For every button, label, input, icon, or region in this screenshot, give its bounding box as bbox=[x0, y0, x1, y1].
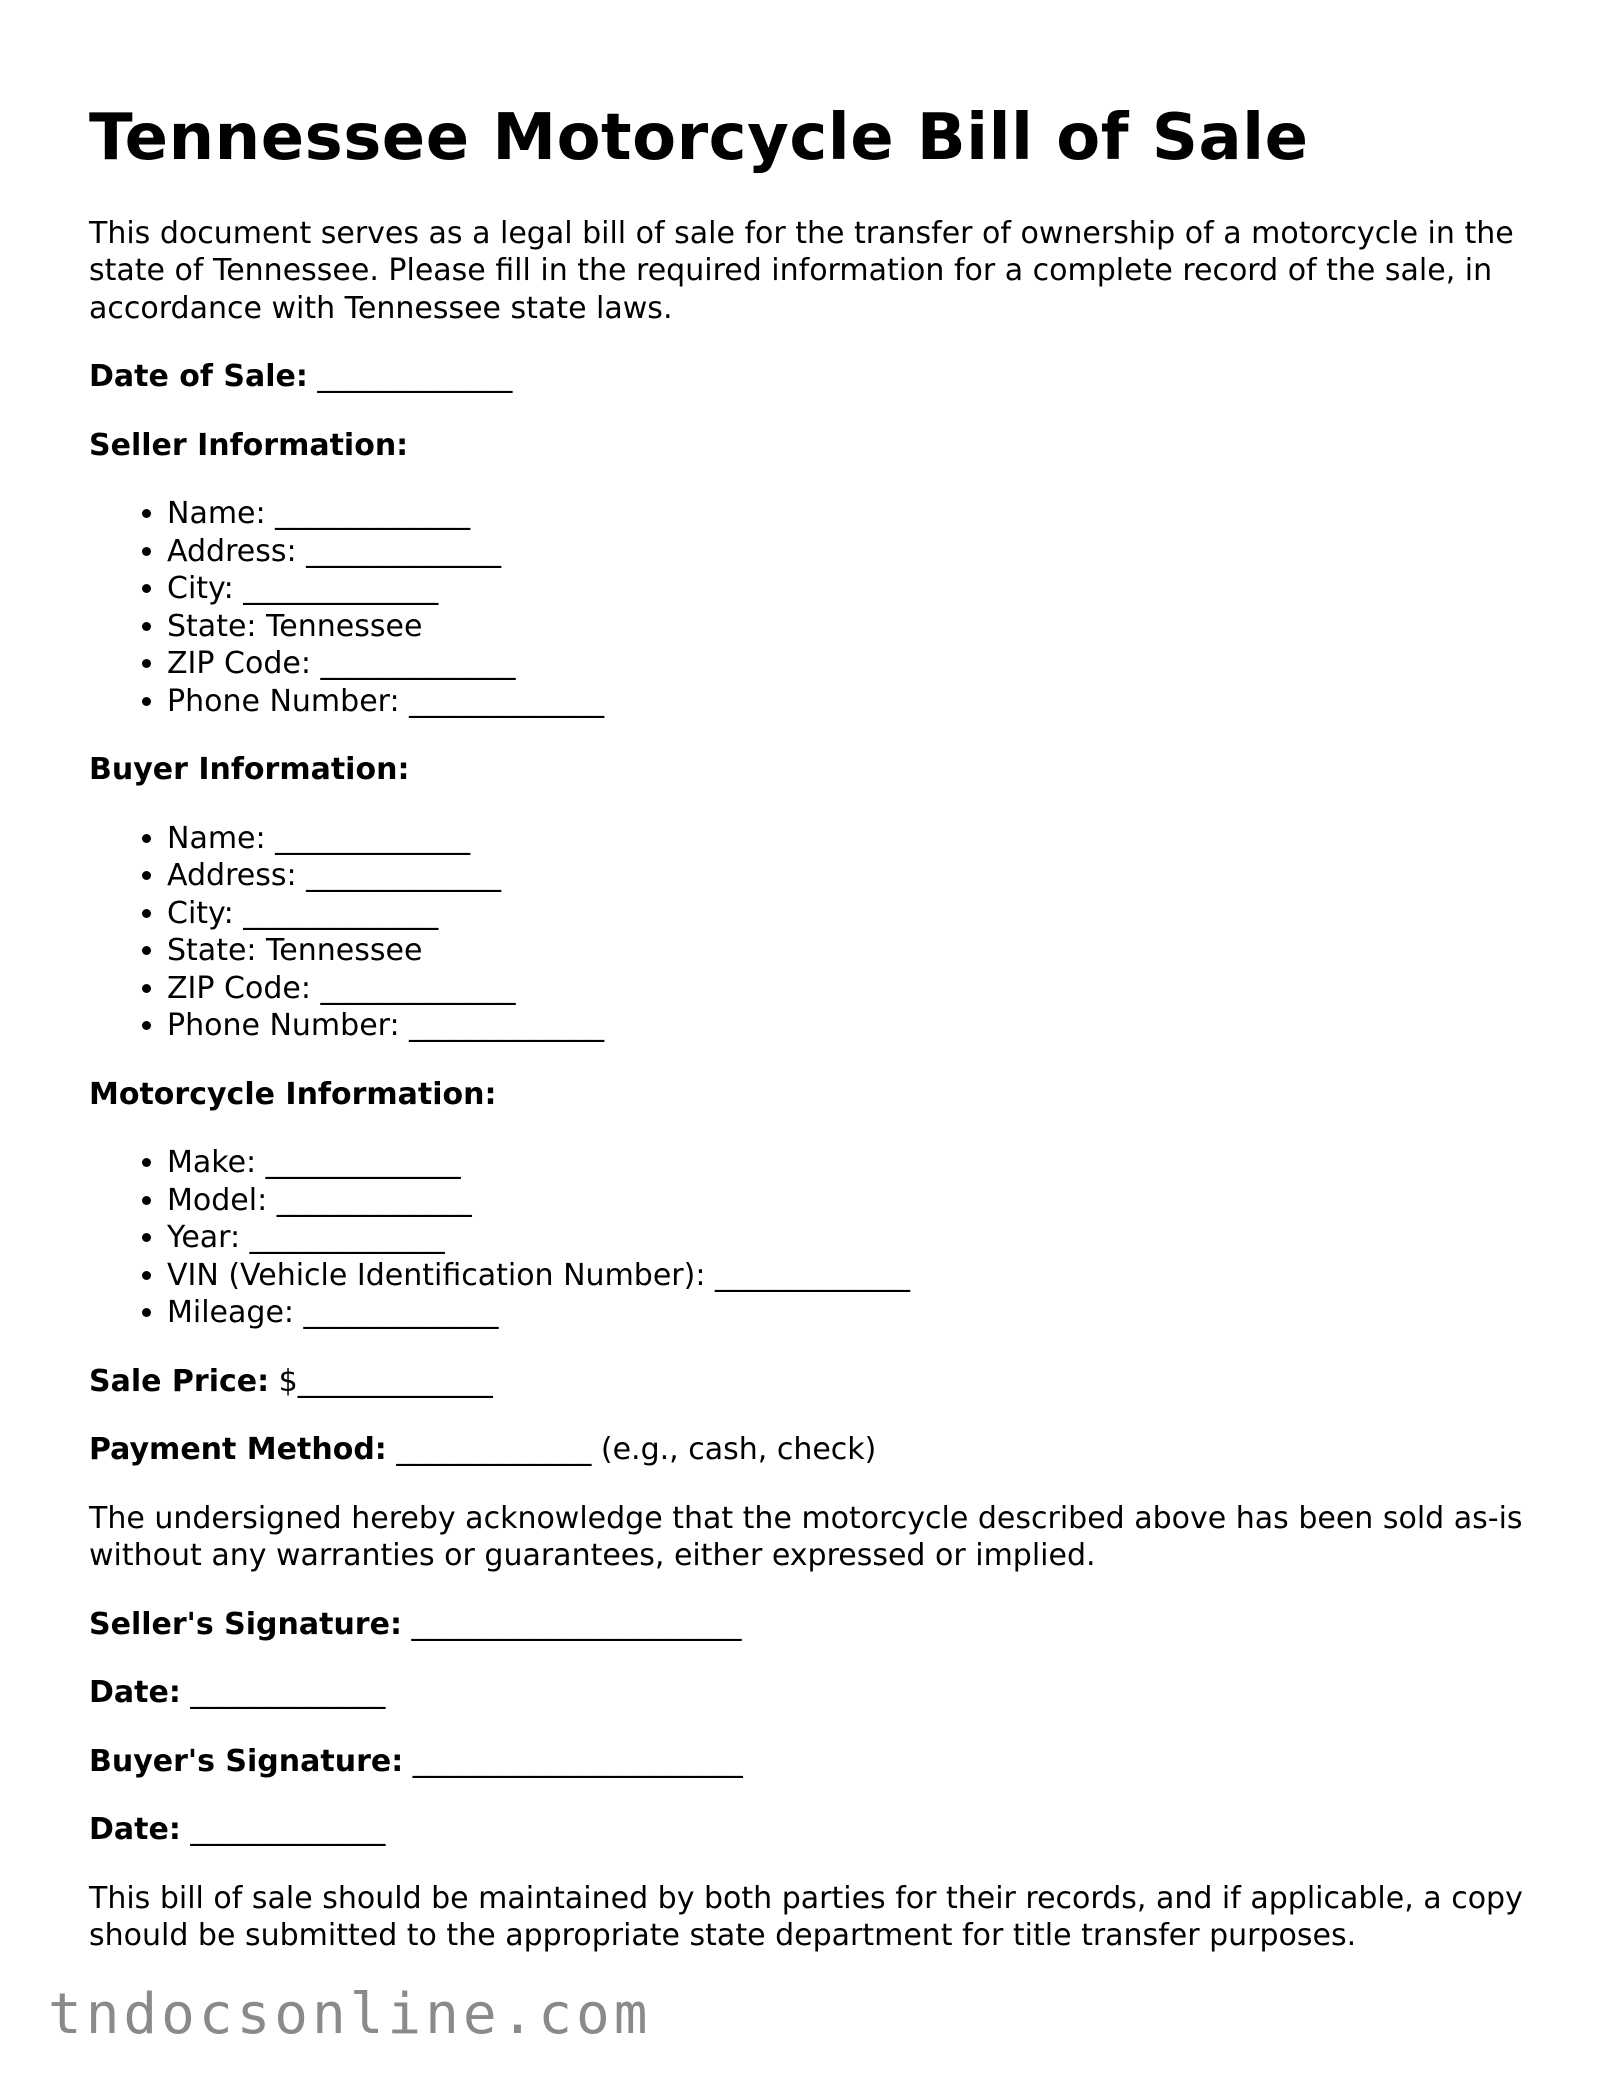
seller-signature-field bbox=[89, 1606, 1549, 1644]
motorcycle-vin-item: • VIN (Vehicle Identification Number): _____________ bbox=[167, 1257, 1549, 1295]
seller-state-item: • State: Tennessee bbox=[167, 608, 1549, 646]
payment-method-label: Payment Method: bbox=[89, 1432, 387, 1468]
watermark-text: tndocsonline.com bbox=[48, 1982, 652, 2047]
buyer-info-list bbox=[89, 820, 1549, 1045]
seller-city-item: • City: _____________ bbox=[167, 570, 1549, 608]
seller-signature-blank: ______________________ bbox=[411, 1606, 742, 1642]
acknowledgment-paragraph: The undersigned hereby acknowledge that the motorcycle described above has been sold as-is without any warranties or guarantees, either expressed or implied. bbox=[89, 1500, 1523, 1574]
motorcycle-make-item: • Make: _____________ bbox=[167, 1144, 1549, 1182]
seller-phone-item: • Phone Number: _____________ bbox=[167, 683, 1549, 721]
buyer-name-item: • Name: _____________ bbox=[167, 820, 1549, 858]
document-page bbox=[89, 100, 1549, 1986]
payment-method-field bbox=[89, 1431, 1549, 1469]
motorcycle-info-list bbox=[89, 1144, 1549, 1332]
intro-paragraph: This document serves as a legal bill of sale for the transfer of ownership of a motorcycle in the state of Tennessee. Please fill in the required information for a complete record of the sale, in accordance with Tennessee state laws. bbox=[89, 215, 1514, 326]
buyer-info-heading: Buyer Information: bbox=[89, 752, 410, 788]
buyer-date-field bbox=[89, 1811, 1549, 1849]
motorcycle-mileage-item: • Mileage: _____________ bbox=[167, 1294, 1549, 1332]
date-of-sale-field bbox=[89, 358, 1549, 396]
buyer-signature-field bbox=[89, 1743, 1549, 1781]
seller-info-list bbox=[89, 495, 1549, 720]
sale-price-field bbox=[89, 1363, 1549, 1401]
buyer-state-item: • State: Tennessee bbox=[167, 932, 1549, 970]
buyer-signature-label: Buyer's Signature: bbox=[89, 1743, 404, 1779]
buyer-signature-blank: ______________________ bbox=[412, 1743, 743, 1779]
closing-paragraph: This bill of sale should be maintained by both parties for their records, and if applicable, a copy should be submitted to the appropriate state department for title transfer purposes. bbox=[89, 1880, 1523, 1954]
buyer-date-blank: _____________ bbox=[190, 1812, 386, 1848]
buyer-address-item: • Address: _____________ bbox=[167, 857, 1549, 895]
sale-price-blank: $_____________ bbox=[278, 1363, 493, 1399]
seller-date-label: Date: bbox=[89, 1675, 181, 1711]
seller-date-field bbox=[89, 1674, 1549, 1712]
motorcycle-year-item: • Year: _____________ bbox=[167, 1219, 1549, 1257]
seller-zip-item: • ZIP Code: _____________ bbox=[167, 645, 1549, 683]
date-of-sale-label: Date of Sale: bbox=[89, 359, 308, 395]
buyer-zip-item: • ZIP Code: _____________ bbox=[167, 970, 1549, 1008]
seller-info-heading: Seller Information: bbox=[89, 427, 409, 463]
buyer-city-item: • City: _____________ bbox=[167, 895, 1549, 933]
seller-address-item: • Address: _____________ bbox=[167, 533, 1549, 571]
sale-price-label: Sale Price: bbox=[89, 1363, 270, 1399]
document-title: Tennessee Motorcycle Bill of Sale bbox=[89, 101, 1309, 175]
seller-name-item: • Name: _____________ bbox=[167, 495, 1549, 533]
buyer-phone-item: • Phone Number: _____________ bbox=[167, 1007, 1549, 1045]
payment-method-blank: _____________ (e.g., cash, check) bbox=[396, 1432, 877, 1468]
motorcycle-info-heading: Motorcycle Information: bbox=[89, 1076, 497, 1112]
date-of-sale-blank: _____________ bbox=[317, 359, 513, 395]
seller-signature-label: Seller's Signature: bbox=[89, 1606, 402, 1642]
buyer-date-label: Date: bbox=[89, 1812, 181, 1848]
seller-date-blank: _____________ bbox=[190, 1675, 386, 1711]
motorcycle-model-item: • Model: _____________ bbox=[167, 1182, 1549, 1220]
